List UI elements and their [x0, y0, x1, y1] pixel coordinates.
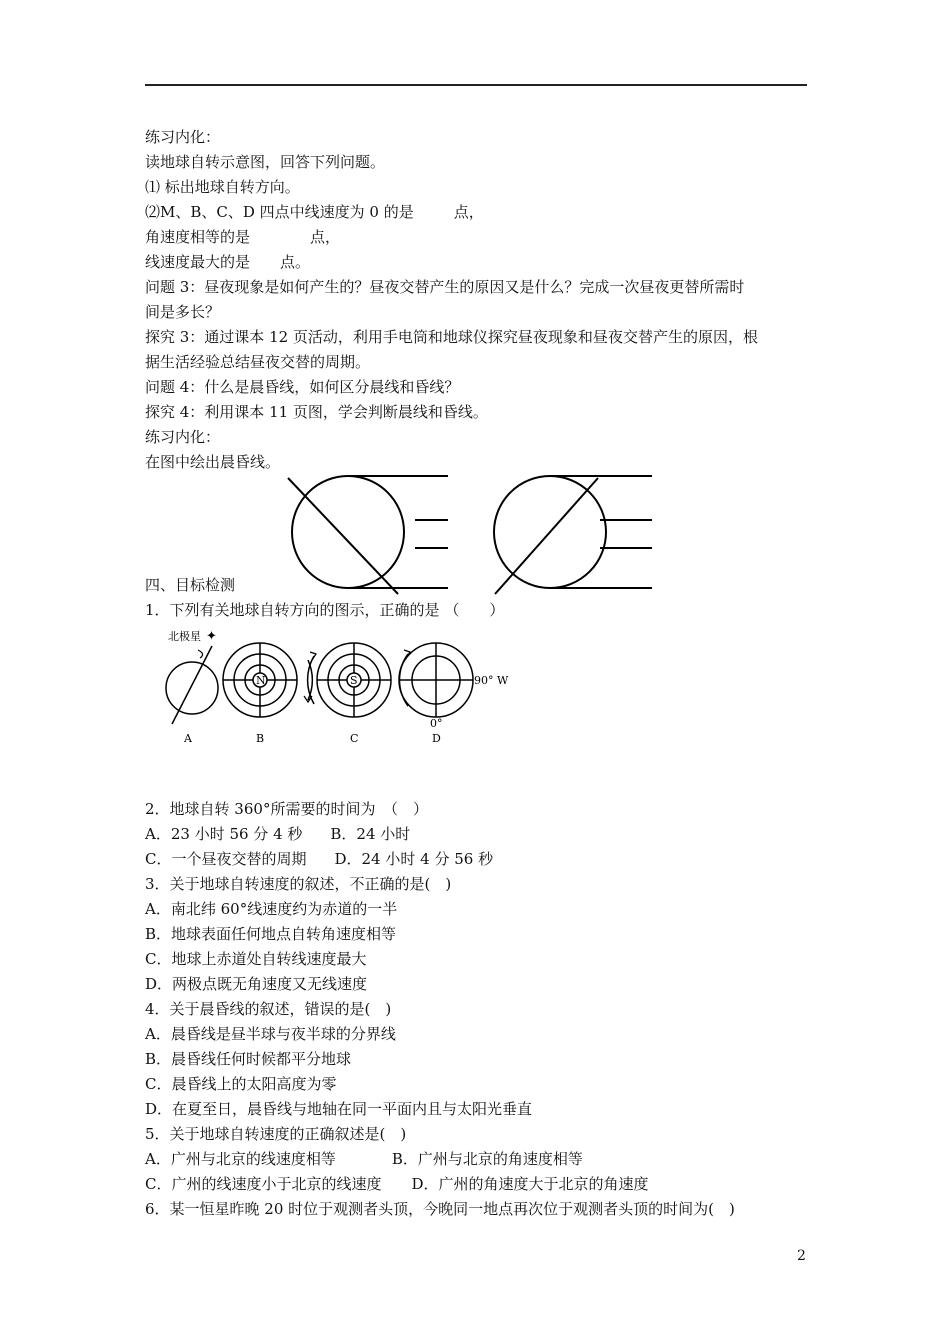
answer-option: B．广州与北京的角速度相等	[391, 1150, 583, 1168]
rotation-options-figure	[160, 626, 510, 752]
question-line: 间是多长？	[145, 303, 221, 321]
answer-option: C．晨昏线上的太阳高度为零	[145, 1075, 337, 1093]
answer-option: D．广州的角速度大于北京的角速度	[411, 1175, 649, 1193]
question-6: 6．某一恒星昨晚 20 时位于观测者头顶，今晚同一地点再次位于观测者头顶的时间为( )	[145, 1200, 735, 1218]
answer-row	[145, 849, 493, 869]
answer-option: C．地球上赤道处自转线速度最大	[145, 950, 367, 968]
option-d-diagram	[399, 643, 473, 717]
question-text: 点，	[453, 203, 484, 221]
header-rule	[145, 84, 807, 86]
option-c-label: C	[350, 732, 359, 745]
question-line	[145, 202, 484, 222]
answer-option: C．广州的线速度小于北京的线速度	[145, 1175, 382, 1193]
globe-circle-left	[292, 476, 404, 588]
question-text: 线速度最大的是	[145, 253, 251, 271]
question-4: 4．关于晨昏线的叙述，错误的是( )	[145, 1000, 392, 1018]
question-line	[145, 252, 310, 272]
question-text: 点，	[310, 228, 341, 246]
question-text: ⑵M、B、C、D 四点中线速度为 0 的是	[145, 203, 414, 221]
question-line	[145, 227, 340, 247]
answer-row	[145, 1174, 649, 1194]
section-heading-practice: 练习内化：	[145, 428, 221, 446]
question-1: 1．下列有关地球自转方向的图示，正确的是 （ ）	[145, 601, 505, 619]
answer-option: B．地球表面任何地点自转角速度相等	[145, 925, 397, 943]
terminator-diagram	[280, 470, 660, 598]
answer-row	[145, 824, 410, 844]
answer-option: D．两极点既无角速度又无线速度	[145, 975, 368, 993]
question-line: ⑴ 标出地球自转方向。	[145, 178, 300, 196]
longitude-label: 90° W	[474, 674, 509, 687]
answer-option: D．24 小时 4 分 56 秒	[334, 850, 494, 868]
question-text: 角速度相等的是	[145, 228, 251, 246]
question-text: 点。	[280, 253, 311, 271]
option-b-label: B	[256, 732, 265, 745]
option-b-diagram	[223, 643, 312, 717]
question-5: 5．关于地球自转速度的正确叙述是( )	[145, 1125, 407, 1143]
question-2: 2．地球自转 360°所需要的时间为 （ ）	[145, 800, 428, 818]
question-line: 探究 4：利用课本 11 页图，学会判断晨线和昏线。	[145, 403, 488, 421]
answer-option: B．晨昏线任何时候都平分地球	[145, 1050, 352, 1068]
star-icon: ✦	[206, 629, 217, 644]
answer-option: A．23 小时 56 分 4 秒	[145, 825, 303, 843]
instruction-line: 读地球自转示意图，回答下列问题。	[145, 153, 386, 171]
north-pole-label: N	[256, 674, 266, 687]
question-line: 探究 3：通过课本 12 页活动，利用手电筒和地球仪探究昼夜现象和昼夜交替产生的原因，根	[145, 328, 758, 346]
answer-option: A．南北纬 60°线速度约为赤道的一半	[145, 900, 398, 918]
question-line: 据生活经验总结昼夜交替的周期。	[145, 353, 371, 371]
answer-option: A．晨昏线是昼半球与夜半球的分界线	[145, 1025, 396, 1043]
answer-option: C．一个昼夜交替的周期	[145, 850, 307, 868]
answer-option: A．广州与北京的线速度相等	[145, 1150, 336, 1168]
answer-option: D．在夏至日，晨昏线与地轴在同一平面内且与太阳光垂直	[145, 1100, 533, 1118]
terminator-line-left	[288, 478, 398, 594]
polaris-label: 北极星	[168, 630, 201, 643]
section-heading-test: 四、目标检测	[145, 576, 236, 594]
south-pole-label: S	[350, 674, 358, 687]
option-d-label: D	[432, 732, 441, 745]
option-a-label: A	[184, 732, 192, 745]
question-line: 问题 4：什么是晨昏线，如何区分晨线和昏线？	[145, 378, 460, 396]
question-3: 3．关于地球自转速度的叙述，不正确的是( )	[145, 875, 452, 893]
section-heading-practice: 练习内化：	[145, 128, 221, 146]
option-a-diagram	[166, 646, 218, 724]
page-number: 2	[797, 1248, 806, 1264]
prime-meridian-label: 0°	[430, 717, 443, 730]
instruction-line: 在图中绘出晨昏线。	[145, 453, 281, 471]
answer-option: B．24 小时	[330, 825, 411, 843]
question-line: 问题 3：昼夜现象是如何产生的？昼夜交替产生的原因又是什么？完成一次昼夜更替所需时	[145, 278, 745, 296]
answer-row	[145, 1149, 583, 1169]
